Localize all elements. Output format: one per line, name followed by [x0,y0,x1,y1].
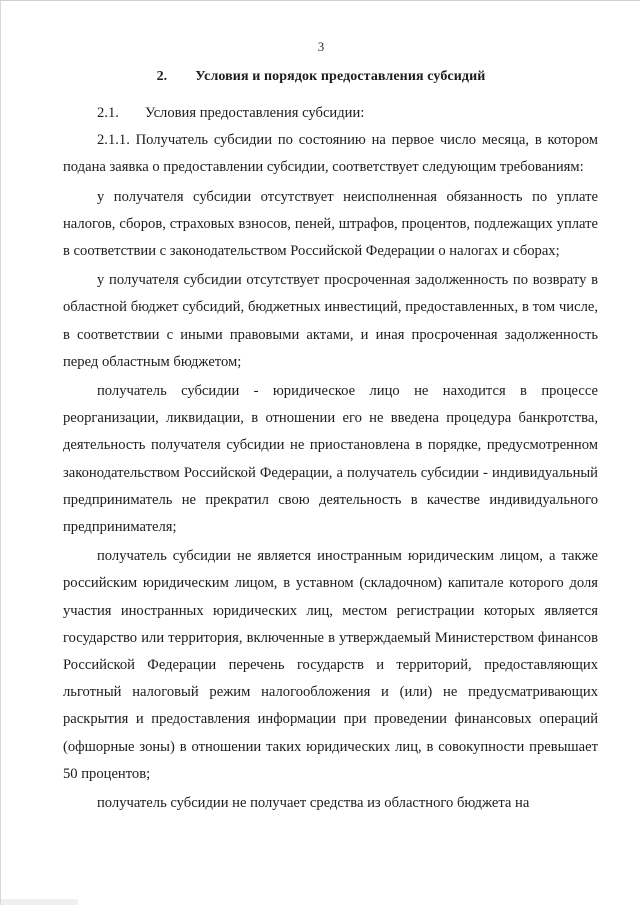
subsection-heading [63,100,598,127]
section-heading [1,69,640,85]
paragraph-no-other-funds: получатель субсидии не получает средства из областного бюджета на [97,795,530,812]
subsection-number: 2.1. [97,105,119,121]
document-body [63,100,598,817]
paragraph-requirements-intro: 2.1.1. Получатель субсидии по состоянию на первое число месяца, в котором подана заявка о предоставлении субсидии, соответствует следующим требованиям: [63,132,598,176]
paragraph-no-tax-debt: у получателя субсидии отсутствует неисполненная обязанность по уплате налогов, сборов, страховых взносов, пеней, штрафов, процентов, подлежащих уплате в соответствии с законодательством Российской Федерации о налогах и сборах; [63,188,598,260]
section-number: 2. [156,69,168,84]
paragraph-no-overdue-debt: у получателя субсидии отсутствует просроченная задолженность по возврату в областной бюджет субсидий, бюджетных инвестиций, предоставленных, в том числе, в соответствии с иными правовыми актами, и иная просроченная задолженность перед областным бюджетом; [63,272,598,370]
paragraph-not-foreign-entity: получатель субсидии не является иностранным юридическим лицом, а также российским юридическим лицом, в уставном (складочном) капитале которого доля участия иностранных юридических лиц, местом регистрации которых является государство или территория, включенные в утверждаемый Министерством финансов Российской Федерации перечень государств и территорий, предоставляющих льготный налоговый режим налогообложения и (или) не предусматривающих раскрытия и предоставления информации при проведении финансовых операций (офшорные зоны) в отношении таких юридических лиц, в совокупности превышает 50 процентов; [63,548,598,782]
paragraph-not-in-liquidation: получатель субсидии - юридическое лицо не находится в процессе реорганизации, ликвидации, в отношении его не введена процедура банкротства, деятельность получателя субсидии не приостановлена в порядке, предусмотренном законодательством Российской Федерации, а получатель субсидии - индивидуальный предприниматель не прекратил свою деятельность в качестве индивидуального предпринимателя; [63,383,598,536]
scan-edge [1,899,640,905]
section-title: Условия и порядок предоставления субсидий [195,69,486,84]
subsection-title: Условия предоставления субсидии: [145,105,365,121]
page-number: 3 [317,39,325,54]
